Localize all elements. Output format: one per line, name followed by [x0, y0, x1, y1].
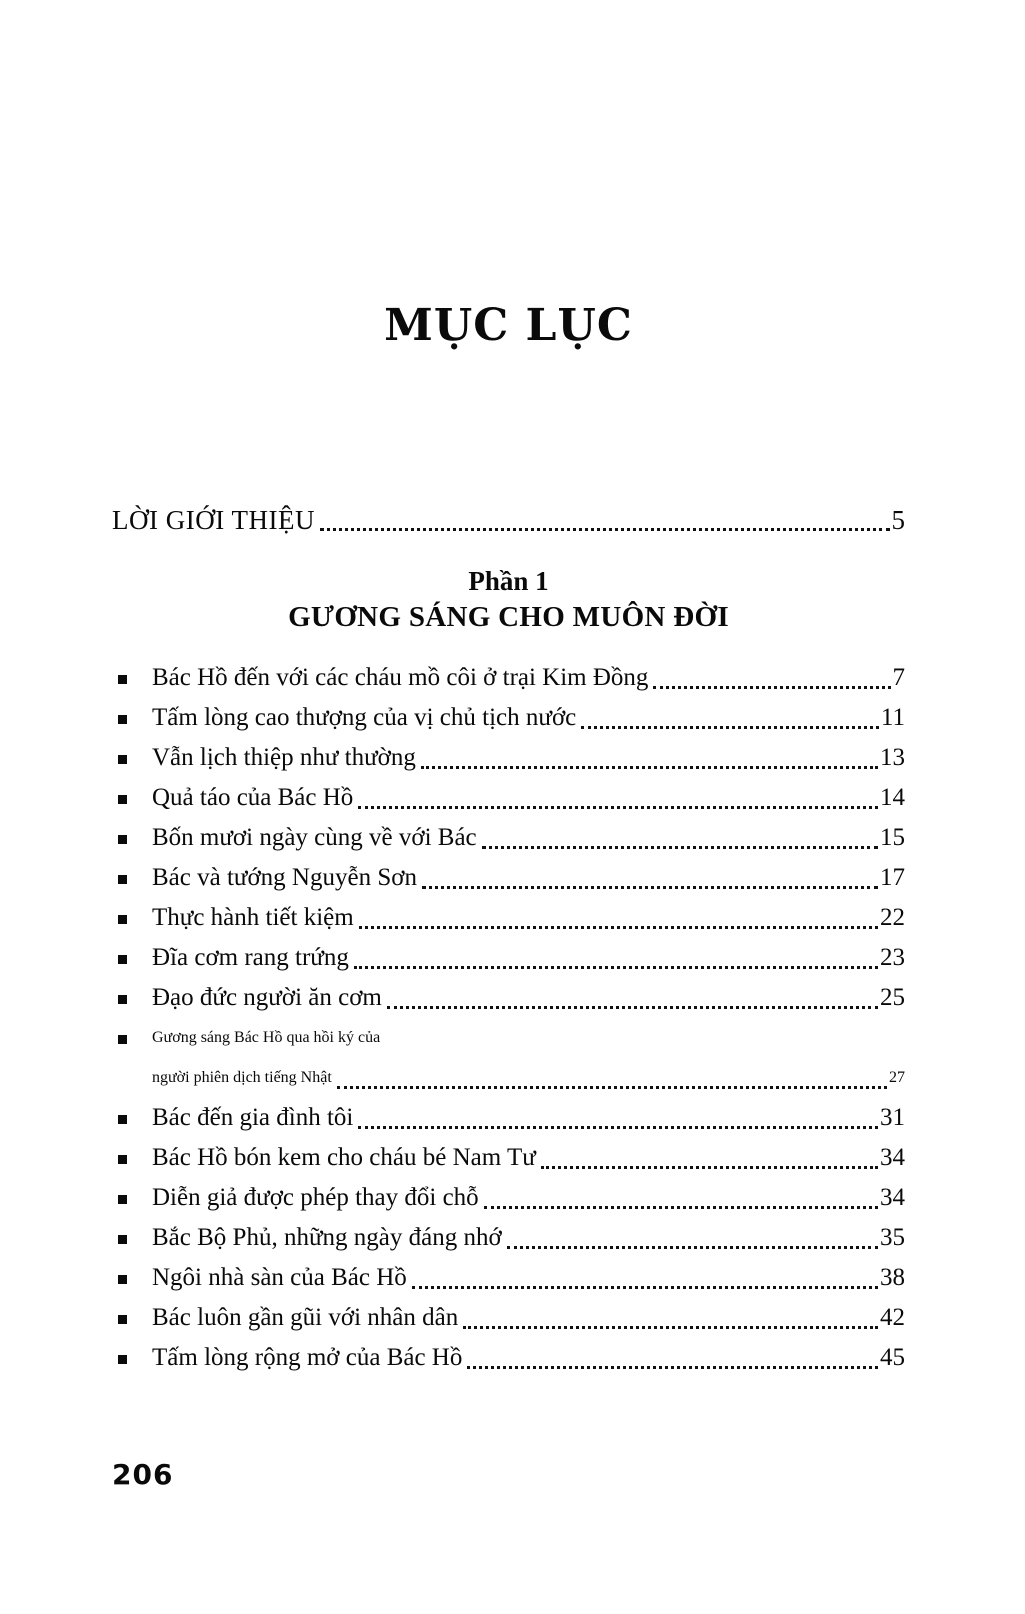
bullet-square-icon: [118, 995, 127, 1004]
bullet-square-icon: [118, 715, 127, 724]
bullet-square-icon: [118, 1155, 127, 1164]
bullet-square-icon: [118, 1115, 127, 1124]
part-heading: GƯƠNG SÁNG CHO MUÔN ĐỜI: [288, 601, 729, 633]
bullet-square-icon: [118, 1315, 127, 1324]
dot-leader: [358, 1126, 878, 1129]
toc-entry-page: 22: [880, 904, 905, 931]
dot-leader: [482, 846, 878, 849]
toc-entry-title: Bốn mươi ngày cùng về với Bác: [152, 824, 477, 851]
toc-entry-page: 31: [880, 1104, 905, 1131]
toc-entry: [112, 938, 905, 978]
toc-entry-page: 23: [880, 944, 905, 971]
toc-entry-list: [112, 658, 905, 1378]
toc-entry-title: Thực hành tiết kiệm: [152, 904, 354, 931]
bullet-square-icon: [118, 795, 127, 804]
toc-entry-title: Tấm lòng cao thượng của vị chủ tịch nước: [152, 704, 577, 731]
toc-entry-title: Đạo đức người ăn cơm: [152, 984, 382, 1011]
toc-entry-title: Quả táo của Bác Hồ: [152, 784, 354, 811]
toc-entry-page: 14: [880, 784, 905, 811]
dot-leader: [507, 1246, 878, 1249]
toc-entry: [112, 1098, 905, 1138]
dot-leader: [387, 1006, 878, 1009]
toc-entry-title: Bắc Bộ Phủ, những ngày đáng nhớ: [152, 1224, 502, 1251]
toc-entry-title: Vẫn lịch thiệp như thường: [152, 744, 416, 771]
toc-entry-title: Bác và tướng Nguyễn Sơn: [152, 864, 417, 891]
toc-entry: [112, 978, 905, 1018]
toc-entry-title: Ngôi nhà sàn của Bác Hồ: [152, 1264, 407, 1291]
toc-entry: [112, 1338, 905, 1378]
toc-entry-page: 38: [880, 1264, 905, 1291]
bullet-square-icon: [118, 675, 127, 684]
intro-label: LỜI GIỚI THIỆU: [112, 505, 315, 535]
toc-entry-title-line1: Gương sáng Bác Hồ qua hồi ký của: [152, 1029, 381, 1046]
toc-entry-page: 11: [880, 704, 905, 731]
toc-entry-title: Bác luôn gần gũi với nhân dân: [152, 1304, 459, 1331]
dot-leader: [320, 528, 890, 531]
toc-entry: [112, 698, 905, 738]
toc-entry-page: 7: [892, 664, 905, 691]
toc-entry-page: 42: [880, 1304, 905, 1331]
toc-entry: [112, 1298, 905, 1338]
dot-leader: [359, 926, 878, 929]
toc-intro-row: [112, 500, 905, 540]
toc-entry: [112, 1178, 905, 1218]
bullet-square-icon: [118, 1275, 127, 1284]
toc-entry: [112, 1218, 905, 1258]
dot-leader: [653, 686, 890, 689]
toc-entry-page: 35: [880, 1224, 905, 1251]
dot-leader: [422, 886, 878, 889]
dot-leader: [463, 1326, 878, 1329]
toc-entry: [112, 1138, 905, 1178]
intro-page-number: 5: [891, 505, 905, 535]
bullet-square-icon: [118, 835, 127, 844]
toc-entry-title: Tấm lòng rộng mở của Bác Hồ: [152, 1344, 463, 1371]
toc-entry-title: Diễn giả được phép thay đổi chỗ: [152, 1184, 479, 1211]
bullet-square-icon: [118, 955, 127, 964]
dot-leader: [337, 1086, 887, 1089]
dot-leader: [484, 1206, 878, 1209]
toc-entry-title: Bác Hồ bón kem cho cháu bé Nam Tư: [152, 1144, 536, 1171]
dot-leader: [421, 766, 878, 769]
toc-entry: [112, 818, 905, 858]
bullet-square-icon: [118, 755, 127, 764]
dot-leader: [358, 806, 878, 809]
toc-entry-title-line2-row: [112, 1058, 905, 1098]
bullet-square-icon: [118, 915, 127, 924]
toc-entry-title: Đĩa cơm rang trứng: [152, 944, 349, 971]
bullet-square-icon: [118, 875, 127, 884]
bullet-square-icon: [118, 1035, 127, 1044]
toc-entry: [112, 1258, 905, 1298]
toc-entry-title: Bác Hồ đến với các cháu mồ côi ở trại Kim Đồng: [152, 664, 649, 691]
toc-entry-page: 27: [889, 1069, 905, 1086]
toc-entry-page: 15: [880, 824, 905, 851]
toc-entry-page: 25: [880, 984, 905, 1011]
dot-leader: [467, 1366, 878, 1369]
toc-entry: [112, 738, 905, 778]
bullet-square-icon: [118, 1355, 127, 1364]
toc-entry: [112, 898, 905, 938]
toc-entry-title: Bác đến gia đình tôi: [152, 1104, 354, 1131]
bullet-square-icon: [118, 1235, 127, 1244]
bullet-square-icon: [118, 1195, 127, 1204]
toc-entry: [112, 858, 905, 898]
dot-leader: [354, 966, 878, 969]
toc-entry: [112, 1018, 905, 1098]
toc-entry-title-line1-row: [112, 1018, 905, 1058]
part-label: Phần 1: [468, 566, 549, 596]
toc-entry-title-line2: người phiên dịch tiếng Nhật: [152, 1069, 332, 1086]
toc-entry-page: 34: [880, 1144, 905, 1171]
toc-entry-page: 34: [880, 1184, 905, 1211]
toc-entry-page: 45: [880, 1344, 905, 1371]
toc-entry: [112, 658, 905, 698]
page-number: 206: [112, 1458, 174, 1491]
dot-leader: [412, 1286, 878, 1289]
dot-leader: [541, 1166, 878, 1169]
toc-entry-page: 13: [880, 744, 905, 771]
dot-leader: [581, 726, 879, 729]
toc-content: [112, 0, 905, 1378]
page-title: MỤC LỤC: [384, 300, 633, 351]
toc-entry: [112, 778, 905, 818]
toc-entry-page: 17: [880, 864, 905, 891]
